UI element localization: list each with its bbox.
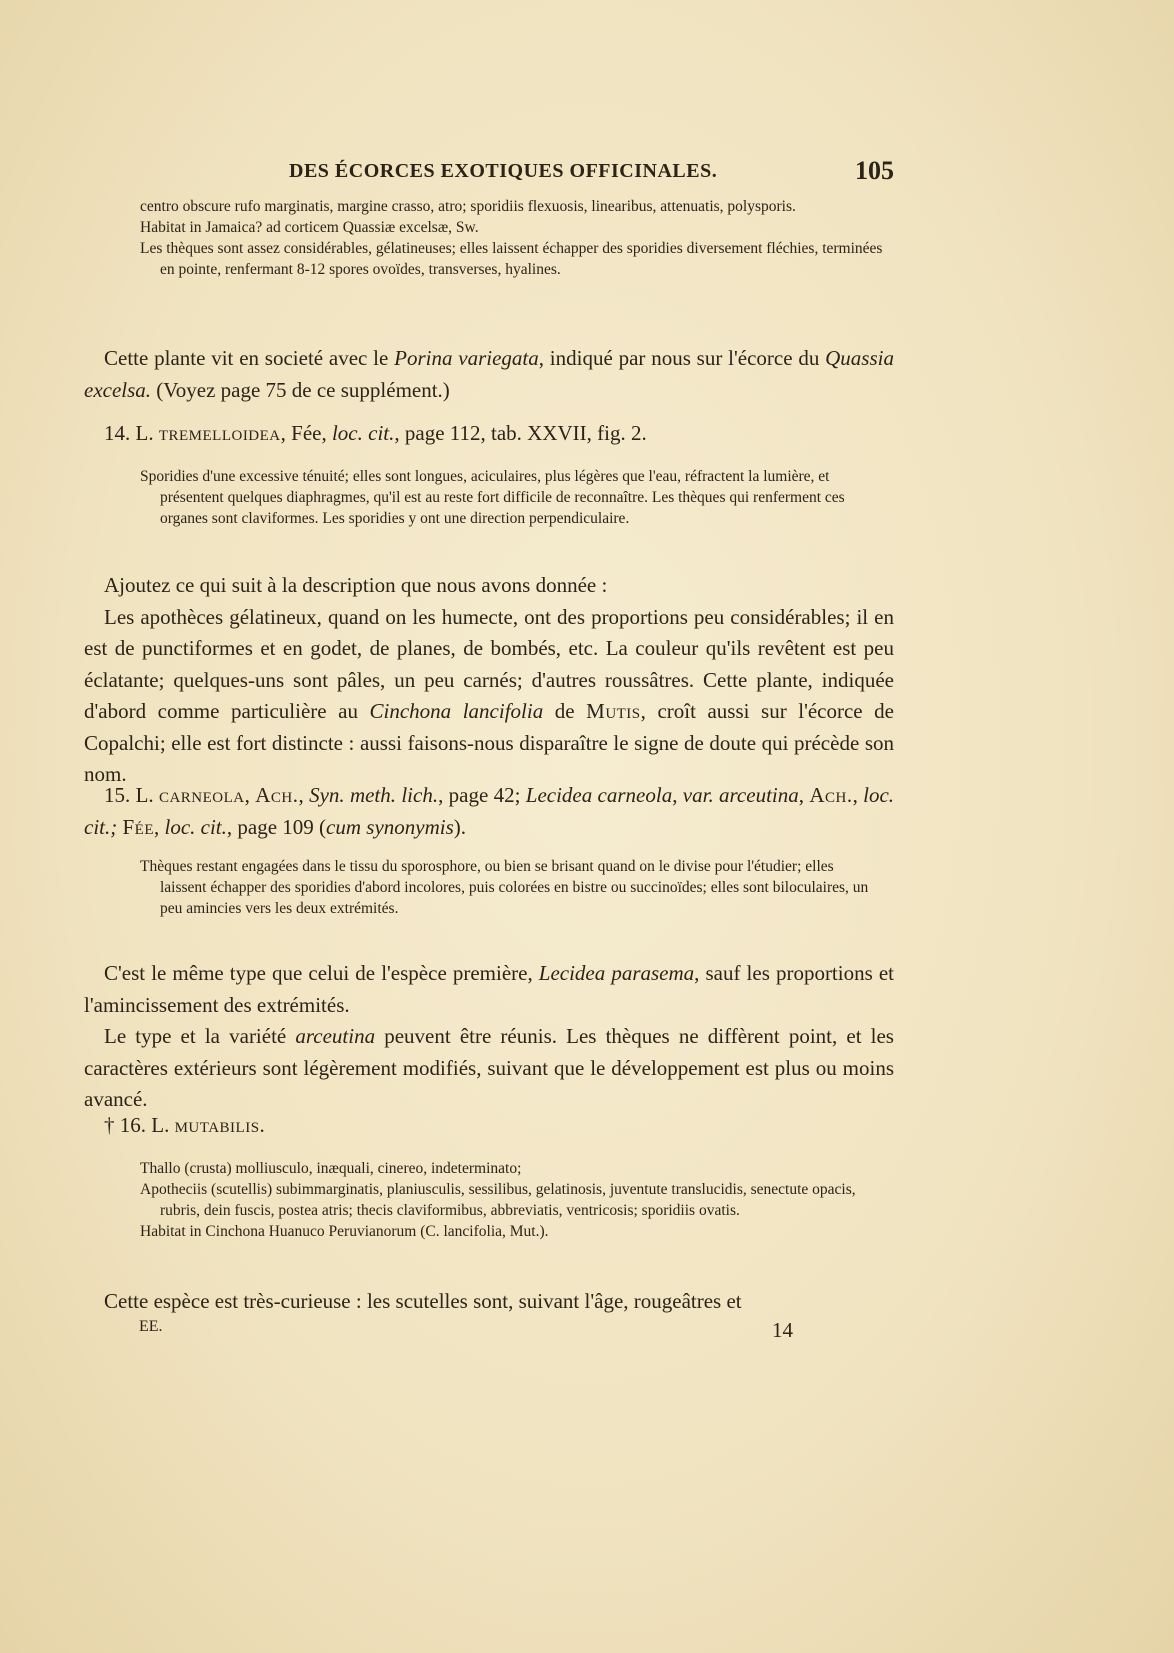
text: , — [298, 783, 310, 807]
citation: cum synonymis — [326, 814, 454, 839]
paragraph-porina — [84, 343, 894, 406]
text: , croît aussi sur l'écorce de Copalchi; elle est fort distincte : aussi faisons-nous disparaître le signe de doute qui précède son nom. — [84, 699, 894, 786]
text: , page 112, tab. XXVII, fig. 2. — [394, 421, 647, 445]
text: peuvent être réunis. Les thèques ne diffèrent point, et les caractères extérieurs sont légèrement modifiés, suivant que le développement est plus ou moins avancé. — [84, 1024, 894, 1111]
text: , page 42; — [438, 783, 526, 807]
species-name: Quassia excelsa. — [84, 346, 894, 402]
species-name: Cinchona lancifolia — [369, 699, 544, 723]
text: , — [852, 783, 864, 807]
species-name: mutabilis. — [174, 1113, 266, 1137]
variety-name: arceutina — [295, 1024, 376, 1048]
text: de — [543, 699, 587, 723]
apothecia-line: Apotheciis (scutellis) subimmarginatis, planiusculis, sessilibus, gelatinosis, juventute translucidis, senectute opacis, rubris, dein fuscis, postea atris; thecis claviformibus, abbreviatis, ventricosis; sporidiis ovatis. — [140, 1181, 856, 1219]
entry-text — [84, 1110, 894, 1142]
entry-text — [84, 780, 894, 843]
entry-number: 15. L. — [104, 783, 159, 807]
paragraph-text — [84, 1021, 894, 1116]
paragraph-last — [84, 1286, 894, 1318]
text: Le type et la variété — [104, 1024, 296, 1048]
theques-note-15 — [140, 856, 884, 919]
variety-name: var. arceutina — [682, 783, 799, 807]
paragraph-intro: Ajoutez ce qui suit à la description que nous avons donnée : — [104, 573, 608, 597]
paragraph-type — [84, 958, 894, 1116]
note-text: Thèques restant engagées dans le tissu du sporosphore, ou bien se brisant quand on le divise pour l'étudier; elles laissent échapper des sporidies d'abord incolores, puis colorées en bistre ou succinoïdes; elles sont biloculaires, un peu amincies vers les deux extrémités. — [140, 858, 869, 917]
page-footer — [84, 1318, 894, 1348]
folio-number: 14 — [772, 1318, 793, 1342]
entry-number: 14. L. — [104, 421, 159, 445]
paragraph-text — [84, 958, 894, 1021]
text: , — [244, 783, 256, 807]
signature-mark: EE. — [139, 1318, 163, 1335]
entry-14-heading — [84, 418, 894, 450]
author-name: Ach. — [809, 783, 853, 807]
text: , — [154, 814, 165, 839]
latin-description-continued — [140, 196, 884, 280]
theques-note: Les thèques sont assez considérables, gélatineuses; elles laissent échapper des sporidies diversement fléchies, terminées en pointe, renfermant 8-12 spores ovoïdes, transverses, hyalines. — [140, 240, 883, 278]
entry-text — [84, 418, 894, 450]
citation: loc. cit.; — [84, 783, 895, 839]
text: , — [672, 783, 683, 807]
species-name: Lecidea parasema — [538, 961, 695, 985]
text: , sauf les proportions et l'amincissement des extrémités. — [84, 961, 895, 1017]
author-name: Ach. — [255, 783, 299, 807]
entry-15-heading — [84, 780, 894, 843]
text: Cette plante vit en societé avec le — [104, 346, 395, 370]
description-line: centro obscure rufo marginatis, margine crasso, atro; sporidiis flexuosis, linearibus, attenuatis, polysporis. — [140, 198, 796, 215]
note-text: Sporidies d'une excessive ténuité; elles sont longues, aciculaires, plus légères que l'eau, réfractent la lumière, et présentent quelques diaphragmes, qu'il est au reste fort difficile de reconnaître. Les thèques qui renferment ces organes sont claviformes. Les sporidies y ont une direction perpendiculaire. — [140, 468, 845, 527]
paragraph-description-addition — [84, 570, 894, 791]
text: ). — [453, 814, 467, 839]
species-name: carneola — [158, 783, 245, 807]
citation: loc. cit. — [164, 814, 227, 839]
habitat-line: Habitat in Jamaica? ad corticem Quassiæ excelsæ, Sw. — [140, 219, 479, 236]
thallus-line: Thallo (crusta) molliusculo, inæquali, cinereo, indeterminato; — [140, 1160, 522, 1177]
citation: Syn. meth. lich. — [309, 783, 439, 807]
entry-16-heading — [84, 1110, 894, 1142]
text: , Fée, — [280, 421, 332, 445]
paragraph-text — [84, 343, 894, 406]
citation: loc. cit. — [331, 421, 395, 445]
species-name: tremelloidea — [158, 421, 281, 445]
running-title: DES ÉCORCES EXOTIQUES OFFICINALES. — [289, 160, 718, 182]
text: , indiqué par nous sur l'écorce du — [538, 346, 826, 370]
text: , page 109 ( — [226, 814, 327, 839]
species-name: Porina variegata — [394, 346, 539, 370]
page-header — [84, 158, 894, 188]
habitat-line: Habitat in Cinchona Huanuco Peruvianorum (C. lancifolia, Mut.). — [140, 1223, 549, 1240]
paragraph-text — [84, 602, 894, 791]
entry-number: † 16. L. — [104, 1113, 175, 1137]
text: , — [798, 783, 810, 807]
paragraph-text: Cette espèce est très-curieuse : les scutelles sont, suivant l'âge, rougeâtres et — [104, 1289, 742, 1313]
text: C'est le même type que celui de l'espèce première, — [104, 961, 539, 985]
author-name: Mutis — [586, 699, 641, 723]
text: Les apothèces gélatineux, quand on les humecte, ont des proportions peu considérables; il en est de punctiformes et en godet, de planes, de bombés, etc. La couleur qu'ils revêtent est peu éclatante; quelques-uns sont pâles, un peu carnés; d'autres roussâtres. Cette plante, indiquée d'abord comme particulière au — [84, 604, 894, 723]
text: (Voyez page 75 de ce supplément.) — [151, 377, 450, 402]
sporidies-note — [140, 466, 884, 529]
species-name: Lecidea carneola — [525, 783, 673, 807]
page-number: 105 — [855, 156, 894, 185]
author-name: Fée — [122, 814, 154, 839]
latin-description-16 — [140, 1158, 884, 1242]
